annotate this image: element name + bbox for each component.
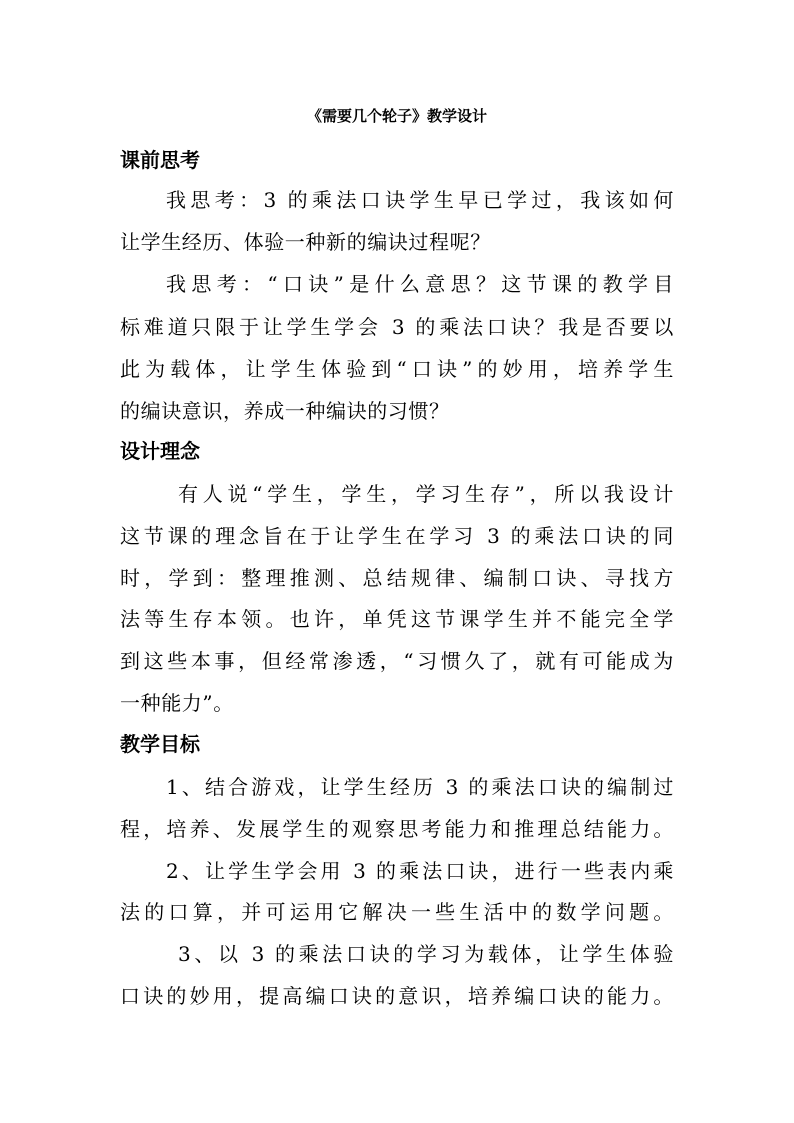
paragraph-line: 的编诀意识，养成一种编诀的习惯？ <box>120 399 450 423</box>
paragraph-line: 2、让学生学会用 3 的乘法口诀，进行一些表内乘 <box>166 859 674 883</box>
paragraph-line: 我思考：“口诀”是什么意思？这节课的教学目 <box>166 272 674 296</box>
paragraph-line: 这节课的理念旨在于让学生在学习 3 的乘法口诀的同 <box>120 524 674 548</box>
paragraph-line: 口诀的妙用，提高编口诀的意识，培养编口诀的能力。 <box>120 984 674 1008</box>
paragraph-line: 有人说“学生，学生，学习生存”，所以我设计 <box>178 482 674 506</box>
paragraph-line: 法的口算，并可运用它解决一些生活中的数学问题。 <box>120 900 674 924</box>
section-heading-pre-class-thinking: 课前思考 <box>120 148 200 172</box>
paragraph-line: 3、以 3 的乘法口诀的学习为载体，让学生体验 <box>178 942 674 966</box>
paragraph-line: 让学生经历、体验一种新的编诀过程呢？ <box>120 230 491 254</box>
paragraph-line: 到这些本事，但经常渗透，“习惯久了，就有可能成为 <box>120 649 674 673</box>
paragraph-line: 1、结合游戏，让学生经历 3 的乘法口诀的编制过 <box>166 775 674 799</box>
document-title: 《需要几个轮子》教学设计 <box>306 107 487 125</box>
paragraph-line: 我思考：3 的乘法口诀学生早已学过，我该如何 <box>166 188 674 212</box>
paragraph-line: 法等生存本领。也许，单凭这节课学生并不能完全学 <box>120 607 674 631</box>
paragraph-line: 时，学到：整理推测、总结规律、编制口诀、寻找方 <box>120 566 674 590</box>
paragraph-line: 标难道只限于让学生学会 3 的乘法口诀？我是否要以 <box>120 315 674 339</box>
section-heading-teaching-objectives: 教学目标 <box>120 732 200 756</box>
paragraph-line: 一种能力”。 <box>120 691 234 715</box>
section-heading-design-philosophy: 设计理念 <box>120 439 200 463</box>
paragraph-line: 程，培养、发展学生的观察思考能力和推理总结能力。 <box>120 817 674 841</box>
paragraph-line: 此为载体，让学生体验到“口诀”的妙用，培养学生 <box>120 357 674 381</box>
